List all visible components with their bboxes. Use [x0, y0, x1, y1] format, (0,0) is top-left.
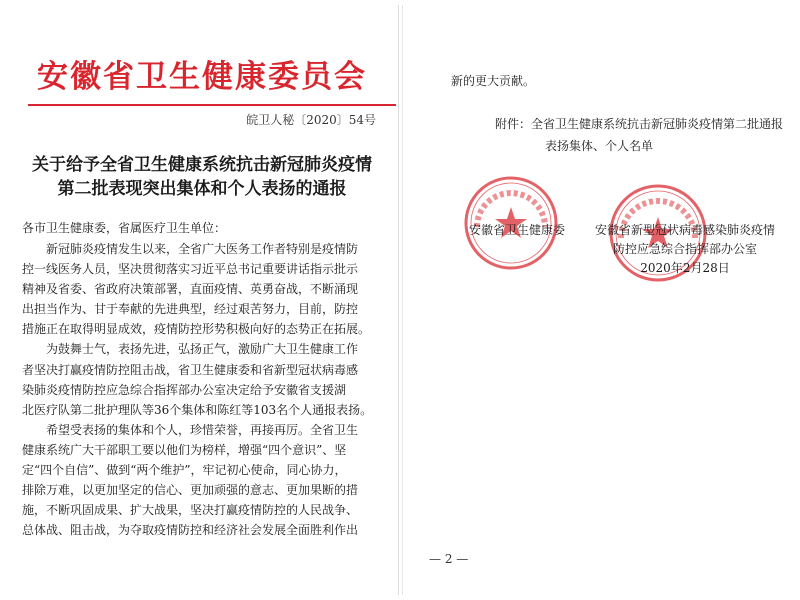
body-line: 为鼓舞士气，表扬先进，弘扬正气，激励广大卫生健康工作: [46, 342, 359, 357]
paragraph-1: [22, 239, 394, 339]
body-text: [22, 239, 394, 540]
body-line: 定“四个自信”、做到“两个维护”，牢记初心使命，同心协力，: [22, 463, 347, 478]
body-line: 新冠肺炎疫情发生以来，全省广大医务工作者特别是疫情防: [46, 242, 359, 256]
body-line: 精神及省委、省政府决策部署，直面疫情、英勇奋战，不断涌现: [22, 282, 359, 297]
document-page-2: [402, 5, 797, 595]
body-line: 总体战、阻击战，为夺取疫情防控和经济社会发展全面胜利作出: [22, 523, 359, 538]
salutation: 各市卫生健康委，省属医疗卫生单位：: [22, 221, 227, 235]
attachment-note: [495, 113, 783, 157]
body-line: 措施正在取得明显成效，疫情防控形势积极向好的态势正在拓展。: [22, 322, 371, 337]
document-number: 皖卫人秘〔2020〕54号: [246, 113, 376, 127]
paragraph-2: [22, 339, 394, 419]
body-line: 染肺炎疫情防控应急综合指挥部办公室决定给予安徽省支援湖: [22, 382, 347, 397]
paragraph-3: [22, 420, 394, 541]
body-line: 施，不断巩固成果、扩大战果，坚决打赢疫情防控的人民战争、: [22, 503, 359, 518]
issue-date: 2020年2月28日: [640, 261, 730, 275]
body-line: 北医疗队第二批护理队等36个集体和陈红等103名个人通报表扬。: [22, 402, 373, 417]
document-page-1: [6, 5, 399, 595]
red-header-rule: [28, 104, 396, 106]
attachment-line-1: 附件：全省卫生健康系统抗击新冠肺炎疫情第二批通报: [495, 117, 784, 131]
attachment-line-2: 表扬集体、个人名单: [545, 139, 654, 153]
signer-epidemic-office: [595, 221, 775, 278]
body-line: 排除万难，以更加坚定的信心、更加顽强的意志、更加果断的措: [22, 483, 359, 498]
body-line: 希望受表扬的集体和个人，珍惜荣誉，再接再厉。全省卫生: [46, 422, 359, 437]
signer-line-1: 安徽省新型冠状病毒感染肺炎疫情: [595, 223, 776, 237]
signer-line-2: 防控应急综合指挥部办公室: [613, 242, 758, 256]
body-line: 健康系统广大干部职工要以他们为榜样，增强“四个意识”、坚: [22, 442, 347, 457]
page-number: — 2 —: [429, 552, 469, 566]
document-title: [6, 153, 398, 201]
continuation-text: 新的更大贡献。: [451, 74, 536, 88]
body-line: 出担当作为、甘于奉献的先进典型，经过艰苦努力，目前，防控: [22, 302, 359, 317]
title-line-2: 第二批表现突出集体和个人表扬的通报: [57, 179, 347, 199]
body-line: 控一线医务人员，坚决贯彻落实习近平总书记重要讲话指示批示: [22, 262, 359, 277]
title-line-1: 关于给予全省卫生健康系统抗击新冠肺炎疫情: [32, 155, 372, 175]
signer-health-commission: 安徽省卫生健康委: [469, 223, 566, 237]
issuing-org-header: 安徽省卫生健康委员会: [37, 59, 367, 95]
body-line: 者坚决打赢疫情防控阻击战，省卫生健康委和省新型冠状病毒感: [22, 362, 359, 377]
